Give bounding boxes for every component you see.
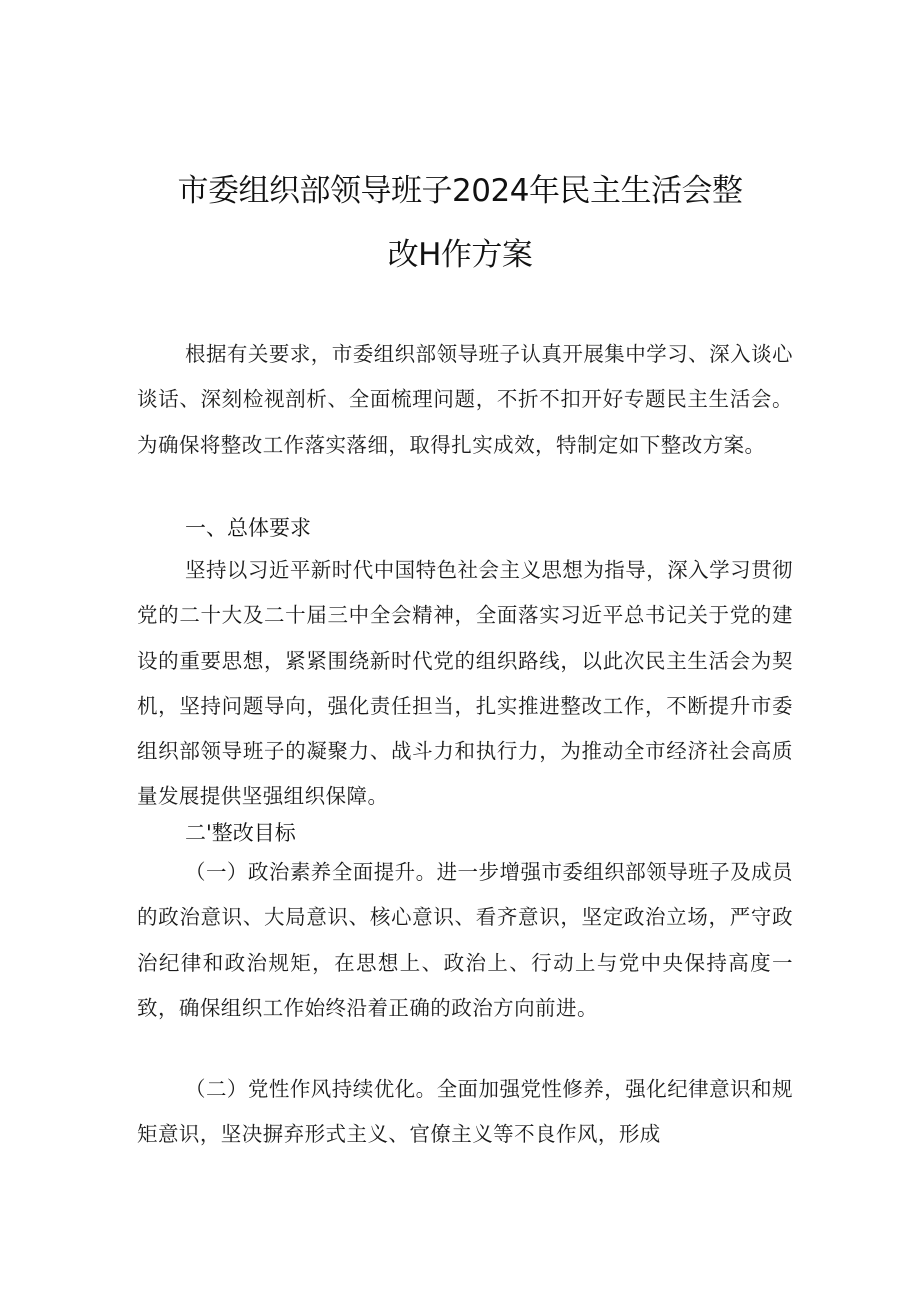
section1-paragraph: 坚持以习近平新时代中国特色社会主义思想为指导，深入学习贯彻党的二十大及二十届三中全会精神，全面落实习近平总书记关于党的建设的重要思想，紧紧围绕新时代党的组织路线，以此次民主生活会为契机，坚持问题导向，强化责任担当，扎实推进整改工作，不断提升市委组织部领导班子的凝聚力、战斗力和执行力，为推动全市经济社会高质量发展提供坚强组织保障。 [137,558,793,809]
document-title-line2: 改H作方案 [387,237,533,273]
goal-item-1: （一）政治素养全面提升。进一步增强市委组织部领导班子及成员的政治意识、大局意识、核心意识、看齐意识，坚定政治立场，严守政治纪律和政治规矩，在思想上、政治上、行动上与党中央保持高度一致，确保组织工作始终沿着正确的政治方向前进。 [137,860,793,1020]
section2-heading: 二'整改目标 [185,821,296,845]
section1-heading: 一、总体要求 [185,516,311,540]
goal-item-2: （二）党性作风持续优化。全面加强党性修养，强化纪律意识和规矩意识，坚决摒弃形式主义、官僚主义等不良作风，形成 [137,1077,793,1147]
intro-paragraph: 根据有关要求，市委组织部领导班子认真开展集中学习、深入谈心谈话、深刻检视剖析、全面梳理问题，不折不扣开好专题民主生活会。为确保将整改工作落实落细，取得扎实成效，特制定如下整改方案。 [137,342,793,457]
document-title-line1: 市委组织部领导班子2024年民主生活会整 [177,173,743,209]
